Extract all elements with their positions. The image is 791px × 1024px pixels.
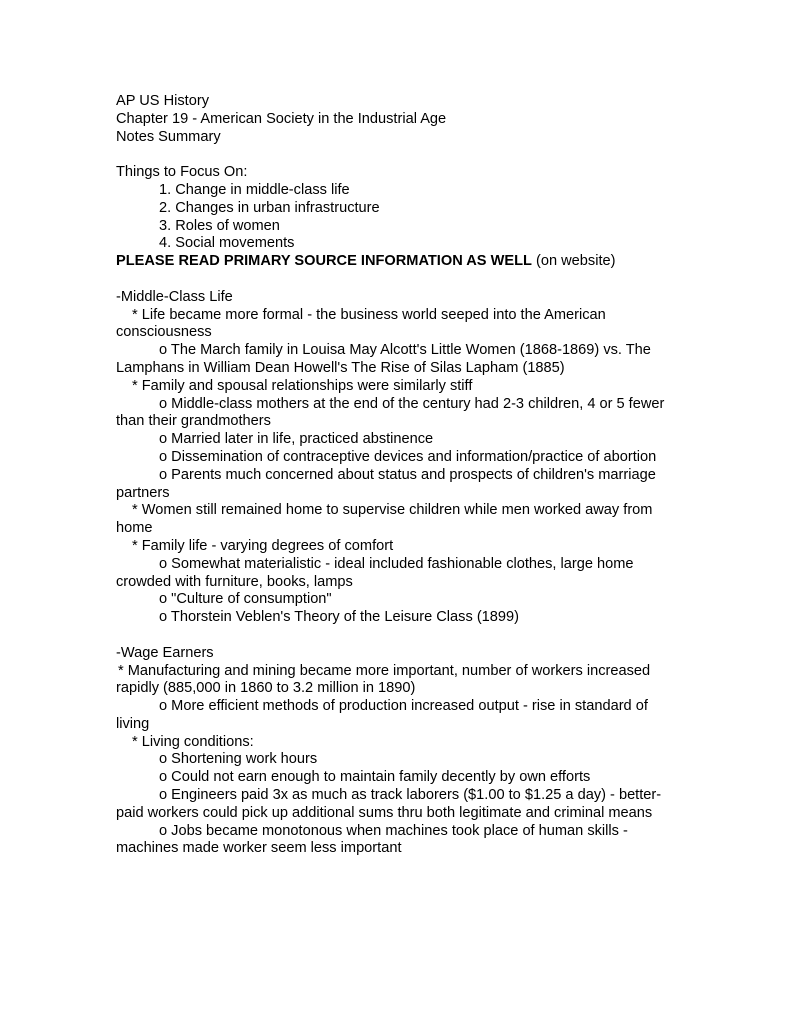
bullet-point: * Living conditions: [132,733,254,750]
bullet-point: * Manufacturing and mining became more important, number of workers increased rapidly (885,000 in 1860 to 3.2 million in 1890) [116,662,655,697]
sub-point: o Parents much concerned about status and prospects of children's marriage partners [116,466,660,501]
notice-bold-text: PLEASE READ PRIMARY SOURCE INFORMATION AS WELL [116,253,532,270]
sub-point: o Jobs became monotonous when machines took place of human skills - machines made worker seem less important [116,822,632,857]
sub-point: o Shortening work hours [159,751,318,768]
sub-point: o The March family in Louisa May Alcott's Little Women (1868-1869) vs. The Lamphans in William Dean Howell's The Rise of Silas Lapham (1885) [116,342,655,376]
focus-item: 3. Roles of women [159,217,280,234]
sub-point: o Dissemination of contraceptive devices and information/practice of abortion [159,448,657,465]
bullet-point: * Women still remained home to supervise children while men worked away from home [116,502,657,537]
spacer [116,271,676,289]
primary-source-notice [116,253,676,271]
notice-rest-text: (on website) [531,253,616,270]
course-title: AP US History [116,93,209,109]
wage-earners-heading: -Wage Earners [116,644,214,661]
focus-item: 1. Change in middle-class life [159,181,350,198]
sub-point: o Married later in life, practiced abstinence [159,431,434,448]
focus-item: 2. Changes in urban infrastructure [159,199,380,216]
middle-class-heading: -Middle-Class Life [116,288,233,305]
document-page [116,93,676,858]
notes-subtitle: Notes Summary [116,128,221,145]
chapter-title: Chapter 19 - American Society in the Industrial Age [116,110,447,127]
spacer [116,627,676,645]
sub-point: o Thorstein Veblen's Theory of the Leisure Class (1899) [159,609,519,626]
bullet-point: * Life became more formal - the business world seeped into the American consciousness [116,306,610,341]
sub-point: o Middle-class mothers at the end of the century had 2-3 children, 4 or 5 fewer than their grandmothers [116,395,669,430]
bullet-point: * Family life - varying degrees of comfort [132,537,394,554]
sub-point: o Could not earn enough to maintain family decently by own efforts [159,769,591,786]
focus-heading: Things to Focus On: [116,164,248,181]
sub-point: o Somewhat materialistic - ideal included fashionable clothes, large home crowded with furniture, books, lamps [116,555,638,590]
spacer [116,146,676,164]
sub-point: o "Culture of consumption" [159,591,332,608]
focus-item: 4. Social movements [159,235,295,252]
sub-point: o More efficient methods of production increased output - rise in standard of living [116,698,652,732]
bullet-point: * Family and spousal relationships were similarly stiff [132,377,473,394]
sub-point: o Engineers paid 3x as much as track laborers ($1.00 to $1.25 a day) - better-paid workers could pick up additional sums thru both legitimate and criminal means [116,787,662,821]
